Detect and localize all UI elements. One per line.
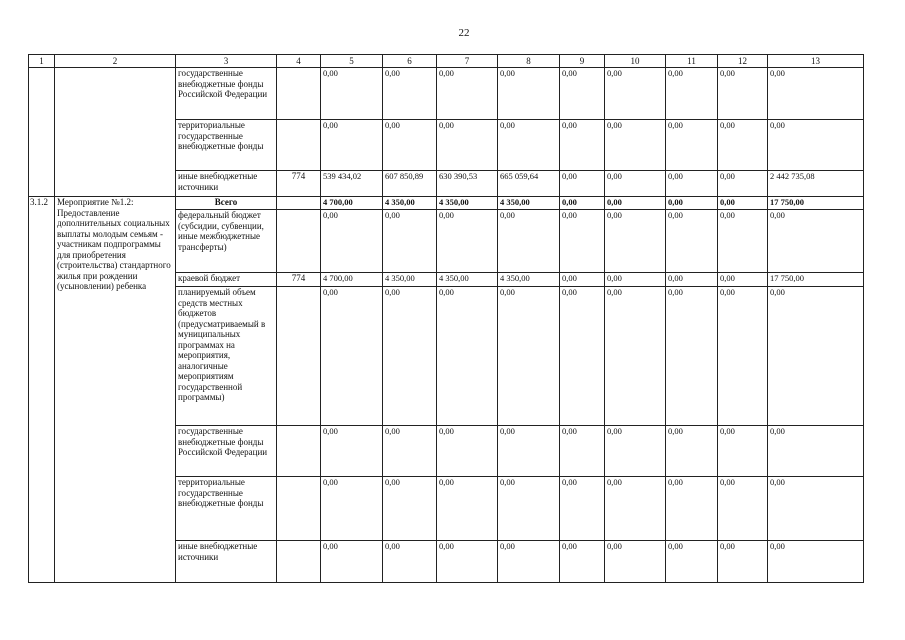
column-number: 4 xyxy=(277,55,321,68)
column-number: 5 xyxy=(321,55,383,68)
value-cell: 0,00 xyxy=(560,171,605,197)
budget-table xyxy=(28,54,864,583)
value-cell: 0,00 xyxy=(768,210,864,273)
value-cell: 0,00 xyxy=(321,541,383,583)
funding-source: иные внебюджетные источники xyxy=(176,171,277,197)
value-cell: 0,00 xyxy=(560,68,605,120)
funding-source: государственные внебюджетные фонды Российской Федерации xyxy=(176,426,277,477)
value-cell: 0,00 xyxy=(605,68,666,120)
value-cell: 0,00 xyxy=(768,541,864,583)
value-cell: 0,00 xyxy=(718,541,768,583)
table-row xyxy=(29,68,864,120)
value-cell: 17 750,00 xyxy=(768,197,864,210)
value-cell: 0,00 xyxy=(768,477,864,541)
value-cell: 0,00 xyxy=(321,426,383,477)
value-cell: 0,00 xyxy=(560,477,605,541)
value-cell: 0,00 xyxy=(718,197,768,210)
value-cell: 0,00 xyxy=(768,120,864,171)
value-cell: 0,00 xyxy=(321,120,383,171)
value-cell: 0,00 xyxy=(718,426,768,477)
value-cell: 0,00 xyxy=(437,120,498,171)
funding-source: краевой бюджет xyxy=(176,273,277,287)
value-cell: 0,00 xyxy=(383,120,437,171)
value-cell: 17 750,00 xyxy=(768,273,864,287)
column-number: 6 xyxy=(383,55,437,68)
value-cell: 0,00 xyxy=(383,477,437,541)
value-cell: 0,00 xyxy=(498,477,560,541)
value-cell: 4 700,00 xyxy=(321,197,383,210)
code-cell xyxy=(277,426,321,477)
item-number-cell xyxy=(29,68,55,197)
column-number: 9 xyxy=(560,55,605,68)
value-cell: 0,00 xyxy=(498,68,560,120)
value-cell: 0,00 xyxy=(437,287,498,426)
value-cell: 0,00 xyxy=(560,287,605,426)
value-cell: 0,00 xyxy=(321,477,383,541)
code-cell xyxy=(277,197,321,210)
value-cell: 4 350,00 xyxy=(498,197,560,210)
value-cell: 0,00 xyxy=(437,477,498,541)
code-cell xyxy=(277,287,321,426)
value-cell: 0,00 xyxy=(666,541,718,583)
value-cell: 4 350,00 xyxy=(437,273,498,287)
code-cell xyxy=(277,68,321,120)
funding-source: территориальные государственные внебюджетные фонды xyxy=(176,120,277,171)
value-cell: 0,00 xyxy=(560,210,605,273)
item-title-cell: Мероприятие №1.2: Предоставление дополнительных социальных выплаты молодым семьям - участникам подпрограммы для приобретения (строительства) стандартного жилья при рождении (усыновлении) ребенка xyxy=(55,197,176,583)
value-cell: 2 442 735,08 xyxy=(768,171,864,197)
value-cell: 0,00 xyxy=(321,210,383,273)
value-cell: 0,00 xyxy=(605,426,666,477)
value-cell: 0,00 xyxy=(768,68,864,120)
column-number: 10 xyxy=(605,55,666,68)
page-number: 22 xyxy=(458,27,470,39)
value-cell: 4 350,00 xyxy=(383,273,437,287)
value-cell: 4 350,00 xyxy=(437,197,498,210)
column-number: 11 xyxy=(666,55,718,68)
funding-source: территориальные государственные внебюджетные фонды xyxy=(176,477,277,541)
funding-source: государственные внебюджетные фонды Российской Федерации xyxy=(176,68,277,120)
value-cell: 4 350,00 xyxy=(498,273,560,287)
column-number: 13 xyxy=(768,55,864,68)
value-cell: 0,00 xyxy=(605,477,666,541)
value-cell: 0,00 xyxy=(605,120,666,171)
item-title-cell xyxy=(55,68,176,197)
code-cell xyxy=(277,210,321,273)
table-row xyxy=(29,197,864,210)
value-cell: 0,00 xyxy=(666,68,718,120)
value-cell: 0,00 xyxy=(383,287,437,426)
value-cell: 0,00 xyxy=(718,477,768,541)
value-cell: 0,00 xyxy=(666,171,718,197)
value-cell: 0,00 xyxy=(605,210,666,273)
column-number: 7 xyxy=(437,55,498,68)
value-cell: 0,00 xyxy=(768,426,864,477)
value-cell: 0,00 xyxy=(498,287,560,426)
value-cell: 0,00 xyxy=(666,197,718,210)
value-cell: 0,00 xyxy=(437,426,498,477)
value-cell: 0,00 xyxy=(718,120,768,171)
column-number: 3 xyxy=(176,55,277,68)
value-cell: 0,00 xyxy=(666,120,718,171)
value-cell: 0,00 xyxy=(718,68,768,120)
value-cell: 0,00 xyxy=(605,197,666,210)
funding-source: иные внебюджетные источники xyxy=(176,541,277,583)
funding-source-total: Всего xyxy=(176,197,277,210)
value-cell: 0,00 xyxy=(383,426,437,477)
value-cell: 0,00 xyxy=(560,426,605,477)
value-cell: 0,00 xyxy=(605,171,666,197)
value-cell: 607 850,89 xyxy=(383,171,437,197)
funding-source: федеральный бюджет (субсидии, субвенции, иные межбюджетные трансферты) xyxy=(176,210,277,273)
code-cell xyxy=(277,120,321,171)
value-cell: 0,00 xyxy=(605,287,666,426)
column-number-row xyxy=(29,55,864,68)
value-cell: 0,00 xyxy=(321,68,383,120)
value-cell: 0,00 xyxy=(383,210,437,273)
column-number: 8 xyxy=(498,55,560,68)
code-cell xyxy=(277,477,321,541)
column-number: 2 xyxy=(55,55,176,68)
value-cell: 630 390,53 xyxy=(437,171,498,197)
value-cell: 4 350,00 xyxy=(383,197,437,210)
value-cell: 0,00 xyxy=(718,171,768,197)
code-cell: 774 xyxy=(277,171,321,197)
value-cell: 0,00 xyxy=(666,426,718,477)
value-cell: 0,00 xyxy=(383,68,437,120)
code-cell xyxy=(277,541,321,583)
code-cell: 774 xyxy=(277,273,321,287)
value-cell: 539 434,02 xyxy=(321,171,383,197)
column-number: 1 xyxy=(29,55,55,68)
item-number-cell: 3.1.2 xyxy=(29,197,55,583)
value-cell: 0,00 xyxy=(768,287,864,426)
value-cell: 0,00 xyxy=(605,273,666,287)
value-cell: 0,00 xyxy=(498,120,560,171)
value-cell: 0,00 xyxy=(605,541,666,583)
value-cell: 0,00 xyxy=(666,287,718,426)
value-cell: 665 059,64 xyxy=(498,171,560,197)
value-cell: 0,00 xyxy=(560,197,605,210)
value-cell: 0,00 xyxy=(666,273,718,287)
value-cell: 0,00 xyxy=(321,287,383,426)
value-cell: 0,00 xyxy=(560,273,605,287)
value-cell: 0,00 xyxy=(666,210,718,273)
funding-source: планируемый объем средств местных бюджетов (предусматриваемый в муниципальных программах на мероприятия, аналогичные мероприятиям государственной программы) xyxy=(176,287,277,426)
value-cell: 0,00 xyxy=(718,287,768,426)
value-cell: 0,00 xyxy=(498,426,560,477)
value-cell: 0,00 xyxy=(718,273,768,287)
value-cell: 0,00 xyxy=(437,210,498,273)
value-cell: 0,00 xyxy=(666,477,718,541)
value-cell: 0,00 xyxy=(560,120,605,171)
value-cell: 0,00 xyxy=(498,210,560,273)
value-cell: 0,00 xyxy=(718,210,768,273)
value-cell: 0,00 xyxy=(498,541,560,583)
value-cell: 4 700,00 xyxy=(321,273,383,287)
column-number: 12 xyxy=(718,55,768,68)
value-cell: 0,00 xyxy=(437,541,498,583)
value-cell: 0,00 xyxy=(383,541,437,583)
value-cell: 0,00 xyxy=(437,68,498,120)
value-cell: 0,00 xyxy=(560,541,605,583)
